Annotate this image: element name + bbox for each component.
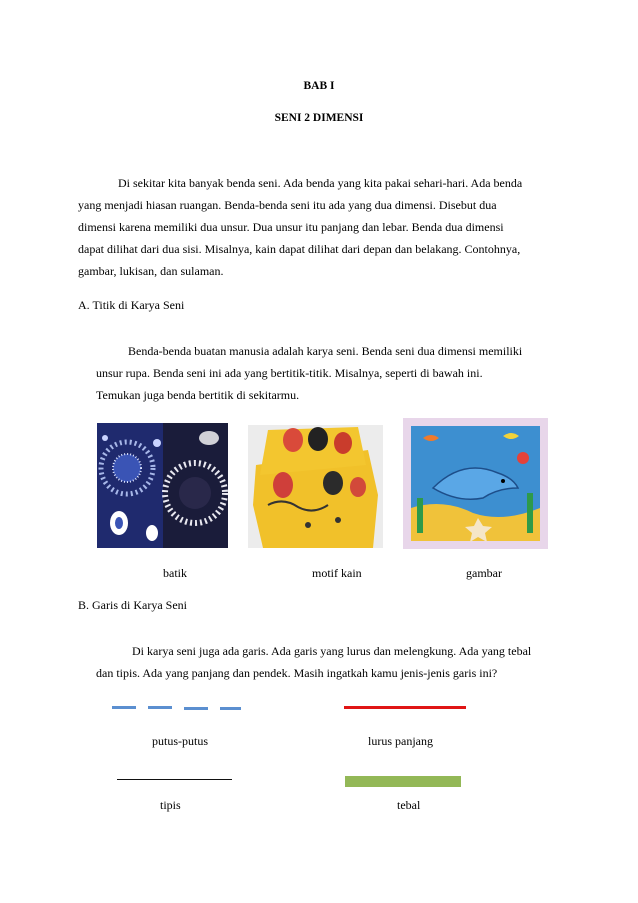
gambar-image	[403, 418, 548, 549]
label-lurus-panjang: lurus panjang	[368, 734, 433, 748]
thin-line	[117, 779, 232, 780]
caption-gambar: gambar	[466, 566, 502, 580]
section-a-line: Benda-benda buatan manusia adalah karya seni. Benda seni dua dimensi memiliki	[128, 344, 523, 358]
intro-line: dapat dilihat dari dua sisi. Misalnya, kain dapat dilihat dari depan dan belakang. Contohnya,	[78, 242, 521, 256]
batik-image	[97, 423, 228, 548]
motif-kain-image	[248, 425, 383, 548]
thick-line	[345, 776, 461, 787]
label-tipis: tipis	[160, 798, 181, 812]
dashed-line-segment	[184, 707, 208, 710]
section-a-line: Temukan juga benda bertitik di sekitarmu.	[96, 388, 300, 402]
intro-line: gambar, lukisan, dan sulaman.	[78, 264, 224, 278]
section-a-line: unsur rupa. Benda seni ini ada yang bertitik-titik. Misalnya, seperti di bawah ini.	[96, 366, 483, 380]
page-title: SENI 2 DIMENSI	[274, 112, 364, 124]
intro-paragraph	[78, 172, 562, 282]
intro-line: Di sekitar kita banyak benda seni. Ada benda yang kita pakai sehari-hari. Ada benda	[118, 176, 523, 190]
chapter-heading: BAB I	[303, 80, 335, 92]
section-b-line: Di karya seni juga ada garis. Ada garis yang lurus dan melengkung. Ada yang tebal	[132, 644, 532, 658]
section-b-heading: B. Garis di Karya Seni	[78, 598, 187, 612]
caption-batik: batik	[163, 566, 187, 580]
dashed-line-segment	[112, 706, 136, 709]
section-b-paragraph	[96, 640, 562, 684]
dashed-line-segment	[148, 706, 172, 709]
label-tebal: tebal	[397, 798, 421, 812]
section-a-paragraph	[96, 340, 562, 406]
intro-line: yang menjadi hiasan ruangan. Benda-benda seni itu ada yang dua dimensi. Disebut dua	[78, 198, 497, 212]
section-b-line: dan tipis. Ada yang panjang dan pendek. Masih ingatkah kamu jenis-jenis garis ini?	[96, 666, 498, 680]
section-a-heading: A. Titik di Karya Seni	[78, 298, 185, 312]
long-straight-line	[344, 706, 466, 709]
caption-motif-kain: motif kain	[312, 566, 362, 580]
label-putus-putus: putus-putus	[152, 734, 209, 748]
intro-line: dimensi karena memiliki dua unsur. Dua unsur itu panjang dan lebar. Benda dua dimensi	[78, 220, 504, 234]
dashed-line-segment	[220, 707, 241, 710]
